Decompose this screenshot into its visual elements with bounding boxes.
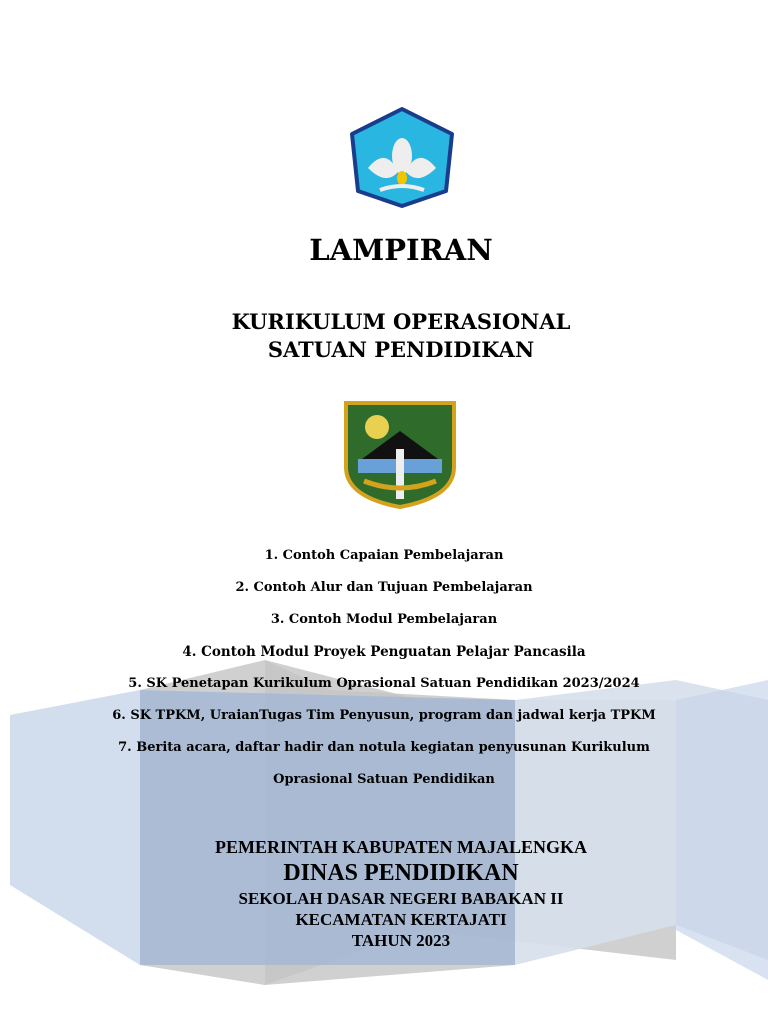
attachment-list [0,540,768,796]
tut-wuri-handayani-logo [346,106,458,210]
footer [17,836,768,951]
list-item: 3. Contoh Modul Pembelajaran [270,612,498,627]
list-item: 5. SK Penetapan Kurikulum Oprasional Satuan Pendidikan 2023/2024 [128,676,640,691]
list-item: 1. Contoh Capaian Pembelajaran [264,548,504,563]
list-item: 6. SK TPKM, UraianTugas Tim Penyusun, program dan jadwal kerja TPKM [112,708,656,723]
list-item: 2. Contoh Alur dan Tujuan Pembelajaran [235,580,533,595]
footer-government: PEMERINTAH KABUPATEN MAJALENGKA [214,837,587,857]
list-item: 7. Berita acara, daftar hadir dan notula kegiatan penyusunan Kurikulum [118,740,650,755]
majalengka-emblem [342,397,458,509]
subtitle [17,308,768,364]
subtitle-line-1: KURIKULUM OPERASIONAL [231,309,571,334]
list-item: 4. Contoh Modul Proyek Penguatan Pelajar Pancasila [182,644,586,660]
footer-district: KECAMATAN KERTAJATI [295,910,507,929]
footer-school: SEKOLAH DASAR NEGERI BABAKAN II [238,889,564,908]
list-item-continuation: Oprasional Satuan Pendidikan [273,772,495,787]
footer-year: TAHUN 2023 [351,931,451,950]
page-title: LAMPIRAN [309,233,493,267]
footer-department: DINAS PENDIDIKAN [283,860,519,886]
subtitle-line-2: SATUAN PENDIDIKAN [267,337,535,362]
